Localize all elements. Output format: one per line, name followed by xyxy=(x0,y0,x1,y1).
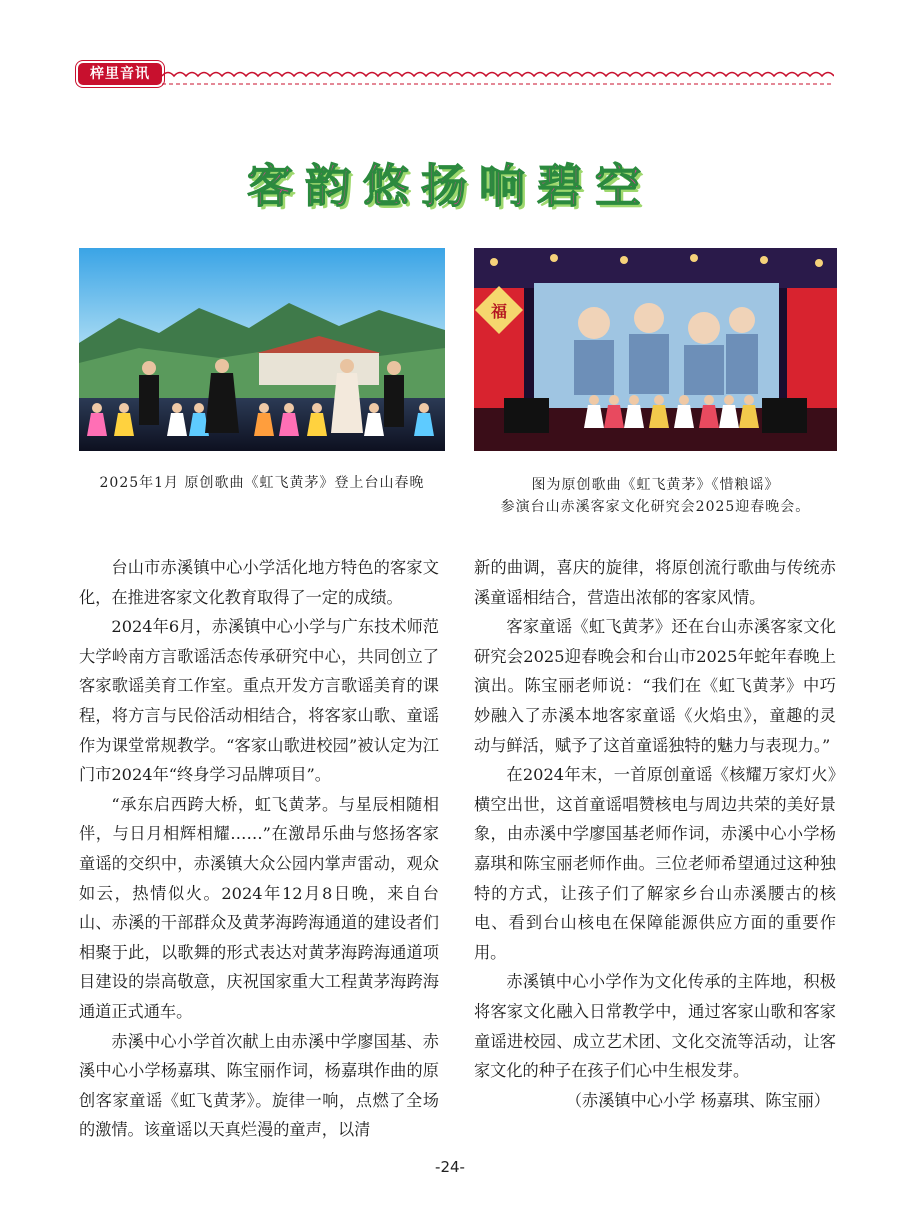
photo-caption-left: 2025年1月 原创歌曲《虹飞黄茅》登上台山春晚 xyxy=(99,475,425,491)
caption-line: 参演台山赤溪客家文化研究会2025迎春晚会。 xyxy=(500,499,811,515)
body-paragraph: 赤溪中心小学首次献上由赤溪中学廖国基、赤溪中心小学杨嘉琪、陈宝丽作词，杨嘉琪作曲的原创客家童谣《虹飞黄茅》。旋律一响，点燃了全场的激情。该童谣以天真烂漫的童声，以清 xyxy=(79,1031,439,1140)
caption-line: 图为原创歌曲《虹飞黄茅》《惜粮谣》 xyxy=(531,477,780,493)
article-title: 客韵悠扬响碧空 xyxy=(247,159,653,213)
article-body-left-column xyxy=(79,553,439,1145)
body-paragraph: 台山市赤溪镇中心小学活化地方特色的客家文化，在推进客家文化教育取得了一定的成绩。 xyxy=(79,558,439,607)
children-stage-photo xyxy=(474,248,837,451)
body-paragraph: 赤溪镇中心小学作为文化传承的主阵地，积极将客家文化融入日常教学中，通过客家山歌和客家童谣进校园、成立艺术团、文化交流等活动，让客家文化的种子在孩子们心中生根发芽。 xyxy=(474,972,836,1081)
author-signature: （赤溪镇中心小学 杨嘉琪、陈宝丽） xyxy=(565,1090,830,1110)
body-paragraph: 客家童谣《虹飞黄茅》还在台山赤溪客家文化研究会2025迎春晚会和台山市2025年蛇年春晚上演出。陈宝丽老师说：“我们在《虹飞黄茅》中巧妙融入了赤溪本地客家童谣《火焰虫》，童趣的灵动与鲜活，赋予了这首童谣独特的魅力与表现力。” xyxy=(474,617,836,755)
body-paragraph: 在2024年末，一首原创童谣《核耀万家灯火》横空出世，这首童谣唱赞核电与周边共荣的美好景象，由赤溪中学廖国基老师作词，赤溪中心小学杨嘉琪和陈宝丽老师作曲。三位老师希望通过这种独特的方式，让孩子们了解家乡台山赤溪腰古的核电、看到台山核电在保障能源供应方面的重要作用。 xyxy=(474,765,836,962)
section-label: 梓里音讯 xyxy=(78,63,162,85)
fu-character: 福 xyxy=(490,302,508,321)
page-number: -24- xyxy=(435,1158,465,1176)
body-paragraph: 新的曲调，喜庆的旋律，将原创流行歌曲与传统赤溪童谣相结合，营造出浓郁的客家风情。 xyxy=(474,558,836,607)
header-divider xyxy=(162,68,834,88)
stage-performance-photo xyxy=(79,248,445,451)
body-paragraph: 2024年6月，赤溪镇中心小学与广东技术师范大学岭南方言歌谣活态传承研究中心，共同创立了客家歌谣美育工作室。重点开发方言歌谣美育的课程，将方言与民俗活动相结合，将客家山歌、童谣作为课堂常规教学。“客家山歌进校园”被认定为江门市2024年“终身学习品牌项目”。 xyxy=(79,617,439,785)
body-paragraph: “承东启西跨大桥，虹飞黄茅。与星辰相随相伴，与日月相辉相耀……”在激昂乐曲与悠扬客家童谣的交织中，赤溪镇大众公园内掌声雷动，观众如云，热情似火。2024年12月8日晚，来自台山、赤溪的干部群众及黄茅海跨海通道的建设者们相聚于此，以歌舞的形式表达对黄茅海跨海通道项目建设的崇高敬意，庆祝国家重大工程黄茅海跨海通道正式通车。 xyxy=(79,794,439,1021)
article-body-right-column xyxy=(474,553,836,1115)
photo-caption-right xyxy=(474,474,837,518)
